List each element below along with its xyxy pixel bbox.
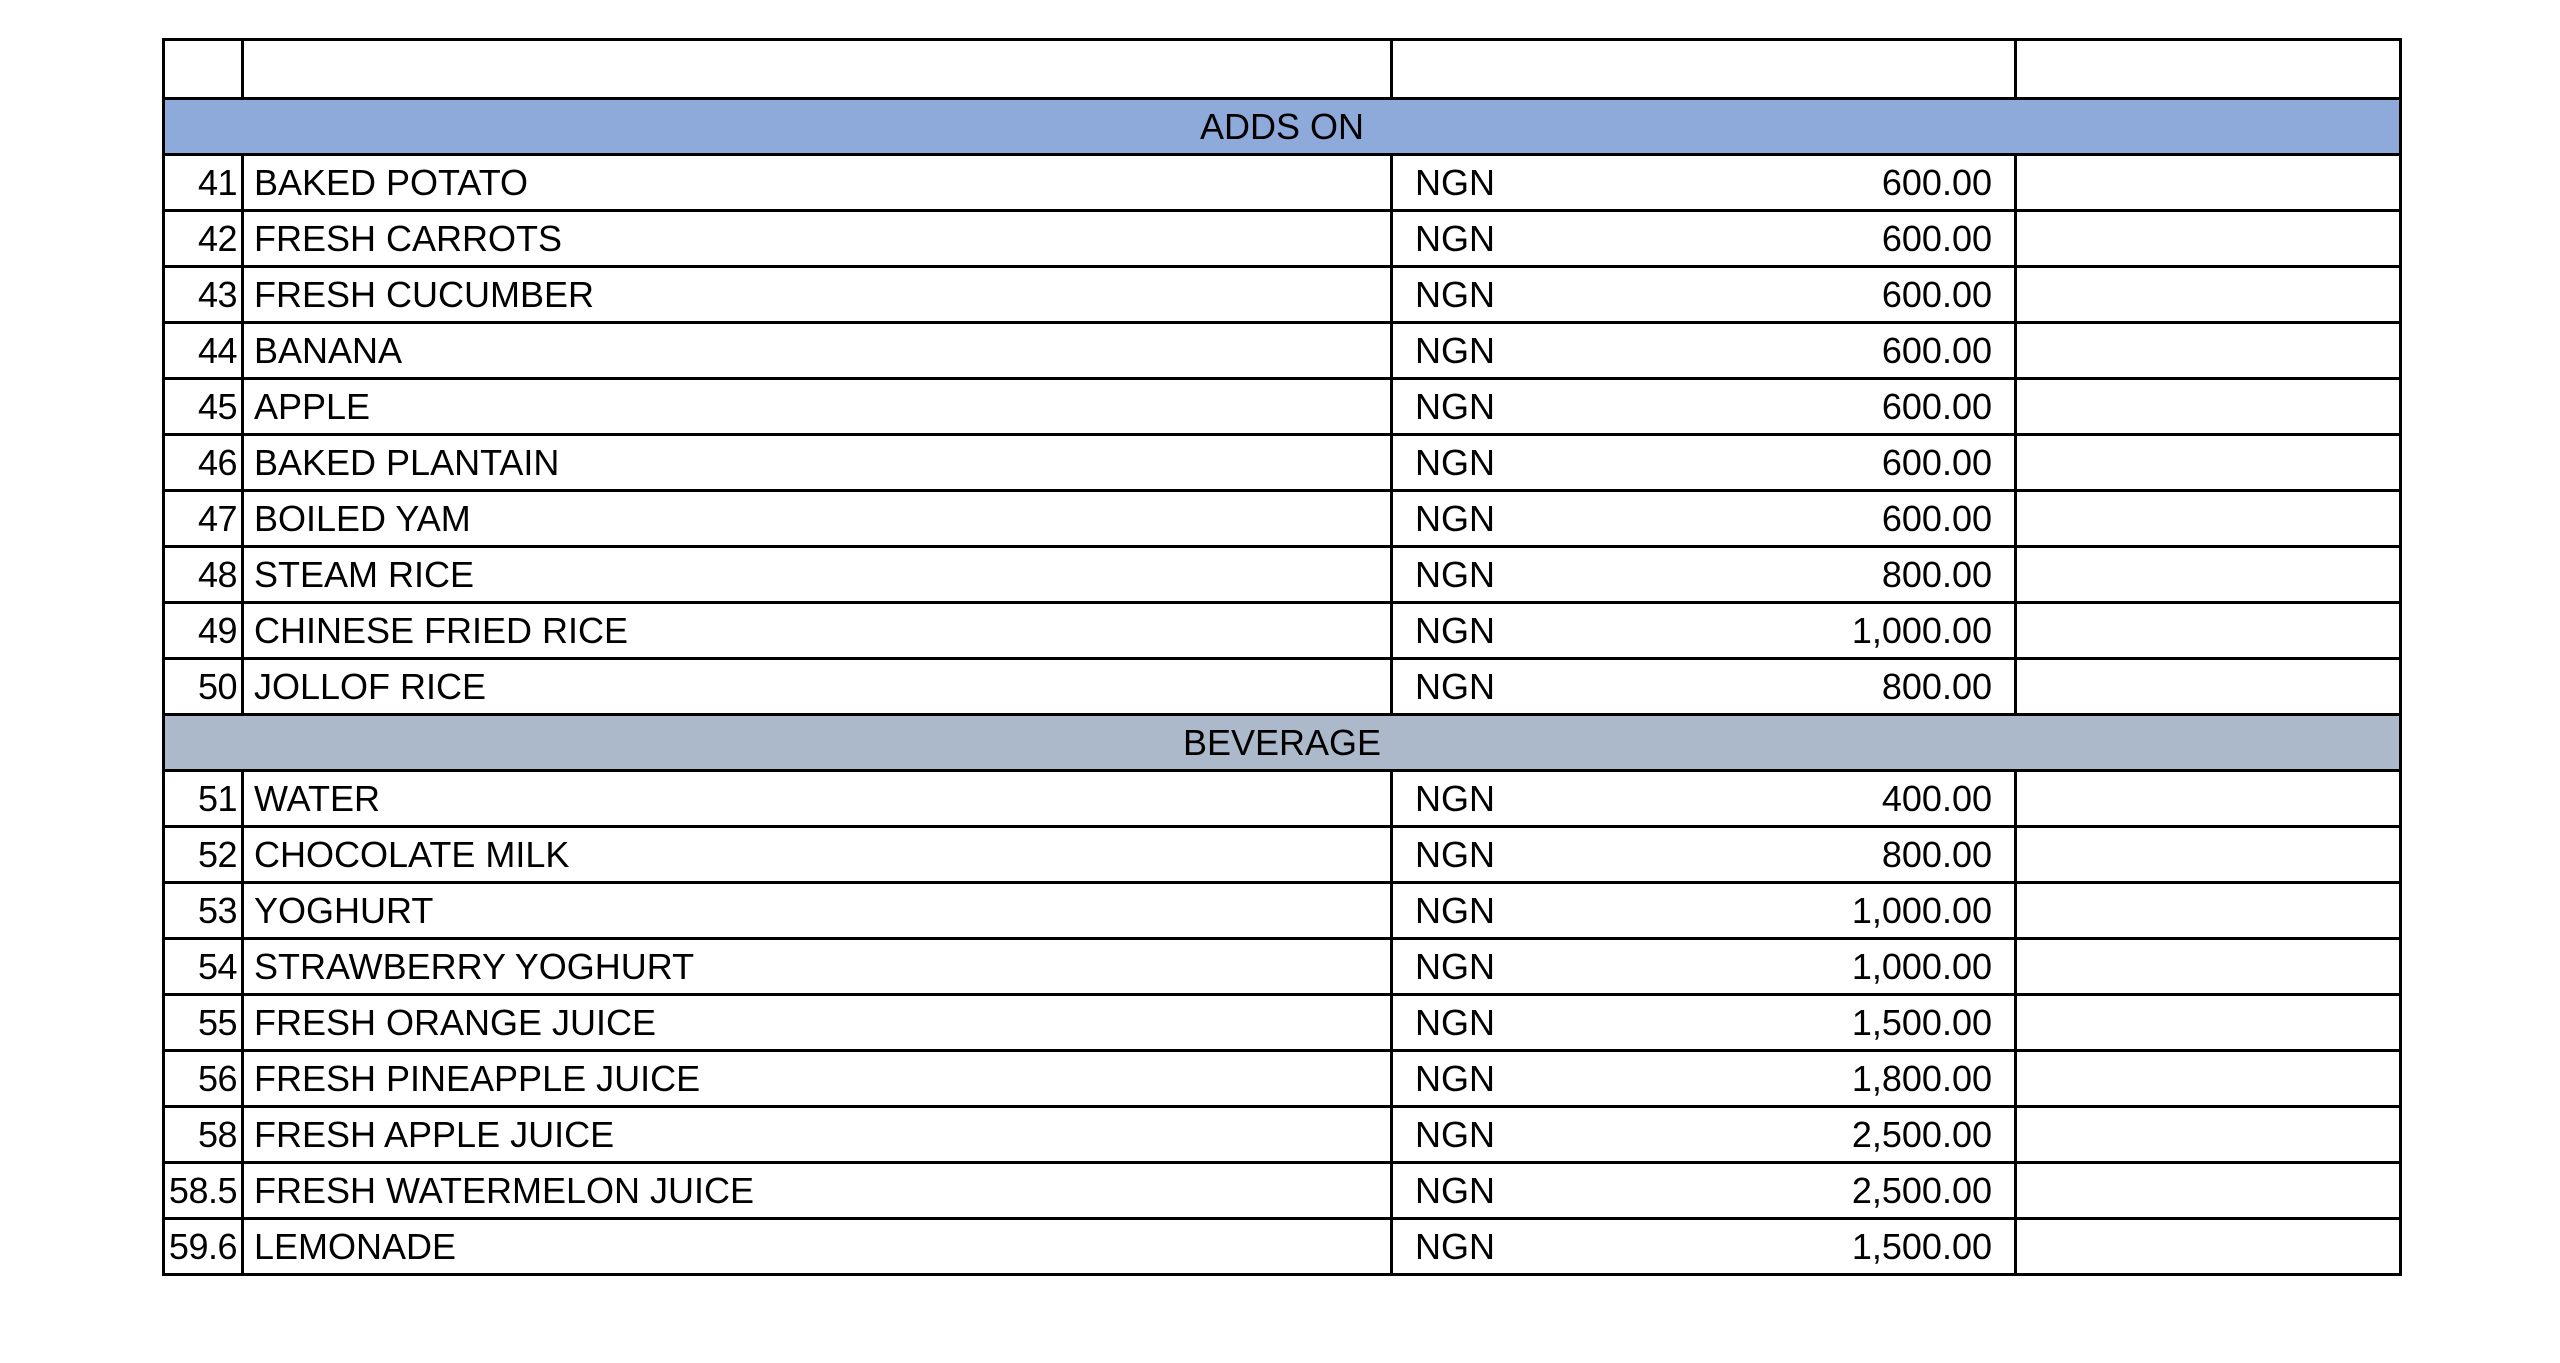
- item-number: 58: [164, 1107, 243, 1163]
- empty-cell: [2016, 659, 2401, 715]
- item-name: BANANA: [243, 323, 1392, 379]
- item-number: 54: [164, 939, 243, 995]
- price-cell: [1392, 211, 2016, 267]
- item-number: 59.6: [164, 1219, 243, 1275]
- item-number: 56: [164, 1051, 243, 1107]
- section-title: BEVERAGE: [164, 715, 2401, 771]
- currency-label: NGN: [1415, 1058, 1495, 1099]
- blank-header-row: [164, 40, 2401, 99]
- price-cell: [1392, 771, 2016, 827]
- item-name: BOILED YAM: [243, 491, 1392, 547]
- item-name: LEMONADE: [243, 1219, 1392, 1275]
- item-number: 50: [164, 659, 243, 715]
- price-amount: 1,000.00: [1851, 946, 1992, 987]
- currency-label: NGN: [1415, 834, 1495, 875]
- price-cell: [1392, 939, 2016, 995]
- empty-cell: [2016, 211, 2401, 267]
- table-row: [164, 827, 2401, 883]
- item-name: APPLE: [243, 379, 1392, 435]
- currency-label: NGN: [1415, 218, 1495, 259]
- price-cell: [1392, 883, 2016, 939]
- empty-cell: [2016, 323, 2401, 379]
- item-name: CHINESE FRIED RICE: [243, 603, 1392, 659]
- table-row: [164, 1051, 2401, 1107]
- blank-cell: [2016, 40, 2401, 99]
- price-amount: 600.00: [1881, 218, 1992, 259]
- currency-label: NGN: [1415, 386, 1495, 427]
- table-row: [164, 435, 2401, 491]
- currency-label: NGN: [1415, 1114, 1495, 1155]
- item-number: 52: [164, 827, 243, 883]
- item-number: 46: [164, 435, 243, 491]
- empty-cell: [2016, 1051, 2401, 1107]
- currency-label: NGN: [1415, 778, 1495, 819]
- price-amount: 600.00: [1881, 274, 1992, 315]
- item-name: STRAWBERRY YOGHURT: [243, 939, 1392, 995]
- price-amount: 1,500.00: [1851, 1226, 1992, 1267]
- price-cell: [1392, 547, 2016, 603]
- item-name: STEAM RICE: [243, 547, 1392, 603]
- item-name: FRESH PINEAPPLE JUICE: [243, 1051, 1392, 1107]
- price-cell: [1392, 659, 2016, 715]
- table-row: [164, 995, 2401, 1051]
- price-cell: [1392, 1219, 2016, 1275]
- item-name: JOLLOF RICE: [243, 659, 1392, 715]
- empty-cell: [2016, 995, 2401, 1051]
- price-amount: 600.00: [1881, 498, 1992, 539]
- item-number: 45: [164, 379, 243, 435]
- section-header-row: [164, 99, 2401, 155]
- price-amount: 800.00: [1881, 834, 1992, 875]
- table-row: [164, 155, 2401, 211]
- table-row: [164, 211, 2401, 267]
- empty-cell: [2016, 603, 2401, 659]
- currency-label: NGN: [1415, 498, 1495, 539]
- price-amount: 800.00: [1881, 666, 1992, 707]
- table-row: [164, 1163, 2401, 1219]
- blank-cell: [1392, 40, 2016, 99]
- menu-price-table: [162, 38, 2402, 1276]
- table-row: [164, 659, 2401, 715]
- price-amount: 600.00: [1881, 386, 1992, 427]
- table-row: [164, 939, 2401, 995]
- price-amount: 400.00: [1881, 778, 1992, 819]
- section-header-row: [164, 715, 2401, 771]
- item-number: 42: [164, 211, 243, 267]
- item-number: 55: [164, 995, 243, 1051]
- section-title: ADDS ON: [164, 99, 2401, 155]
- currency-label: NGN: [1415, 1170, 1495, 1211]
- table-row: [164, 379, 2401, 435]
- price-cell: [1392, 155, 2016, 211]
- item-name: FRESH WATERMELON JUICE: [243, 1163, 1392, 1219]
- empty-cell: [2016, 155, 2401, 211]
- item-number: 53: [164, 883, 243, 939]
- price-amount: 800.00: [1881, 554, 1992, 595]
- empty-cell: [2016, 1219, 2401, 1275]
- currency-label: NGN: [1415, 1226, 1495, 1267]
- table-row: [164, 323, 2401, 379]
- item-name: BAKED POTATO: [243, 155, 1392, 211]
- item-name: WATER: [243, 771, 1392, 827]
- table-row: [164, 883, 2401, 939]
- price-cell: [1392, 1107, 2016, 1163]
- item-number: 43: [164, 267, 243, 323]
- currency-label: NGN: [1415, 666, 1495, 707]
- table-row: [164, 547, 2401, 603]
- price-amount: 2,500.00: [1851, 1170, 1992, 1211]
- currency-label: NGN: [1415, 554, 1495, 595]
- price-amount: 600.00: [1881, 162, 1992, 203]
- table-row: [164, 491, 2401, 547]
- currency-label: NGN: [1415, 330, 1495, 371]
- currency-label: NGN: [1415, 274, 1495, 315]
- table-row: [164, 1219, 2401, 1275]
- item-name: FRESH ORANGE JUICE: [243, 995, 1392, 1051]
- price-amount: 600.00: [1881, 330, 1992, 371]
- blank-cell: [243, 40, 1392, 99]
- currency-label: NGN: [1415, 442, 1495, 483]
- price-cell: [1392, 267, 2016, 323]
- item-name: BAKED PLANTAIN: [243, 435, 1392, 491]
- currency-label: NGN: [1415, 890, 1495, 931]
- item-name: YOGHURT: [243, 883, 1392, 939]
- price-cell: [1392, 827, 2016, 883]
- item-name: FRESH CARROTS: [243, 211, 1392, 267]
- item-number: 51: [164, 771, 243, 827]
- price-amount: 2,500.00: [1851, 1114, 1992, 1155]
- price-amount: 600.00: [1881, 442, 1992, 483]
- item-number: 41: [164, 155, 243, 211]
- price-cell: [1392, 491, 2016, 547]
- item-number: 47: [164, 491, 243, 547]
- table-row: [164, 771, 2401, 827]
- price-amount: 1,000.00: [1851, 610, 1992, 651]
- price-amount: 1,000.00: [1851, 890, 1992, 931]
- currency-label: NGN: [1415, 162, 1495, 203]
- item-name: FRESH APPLE JUICE: [243, 1107, 1392, 1163]
- currency-label: NGN: [1415, 610, 1495, 651]
- item-number: 58.5: [164, 1163, 243, 1219]
- empty-cell: [2016, 771, 2401, 827]
- empty-cell: [2016, 883, 2401, 939]
- price-cell: [1392, 995, 2016, 1051]
- currency-label: NGN: [1415, 946, 1495, 987]
- table-row: [164, 603, 2401, 659]
- price-cell: [1392, 603, 2016, 659]
- table-row: [164, 1107, 2401, 1163]
- price-cell: [1392, 379, 2016, 435]
- price-cell: [1392, 435, 2016, 491]
- empty-cell: [2016, 435, 2401, 491]
- blank-cell: [164, 40, 243, 99]
- menu-table-body: [164, 40, 2401, 1275]
- empty-cell: [2016, 1107, 2401, 1163]
- price-cell: [1392, 323, 2016, 379]
- empty-cell: [2016, 547, 2401, 603]
- currency-label: NGN: [1415, 1002, 1495, 1043]
- price-cell: [1392, 1051, 2016, 1107]
- empty-cell: [2016, 491, 2401, 547]
- empty-cell: [2016, 379, 2401, 435]
- price-amount: 1,800.00: [1851, 1058, 1992, 1099]
- table-row: [164, 267, 2401, 323]
- price-amount: 1,500.00: [1851, 1002, 1992, 1043]
- empty-cell: [2016, 267, 2401, 323]
- empty-cell: [2016, 939, 2401, 995]
- item-name: CHOCOLATE MILK: [243, 827, 1392, 883]
- price-cell: [1392, 1163, 2016, 1219]
- item-number: 48: [164, 547, 243, 603]
- item-number: 44: [164, 323, 243, 379]
- empty-cell: [2016, 827, 2401, 883]
- item-number: 49: [164, 603, 243, 659]
- item-name: FRESH CUCUMBER: [243, 267, 1392, 323]
- empty-cell: [2016, 1163, 2401, 1219]
